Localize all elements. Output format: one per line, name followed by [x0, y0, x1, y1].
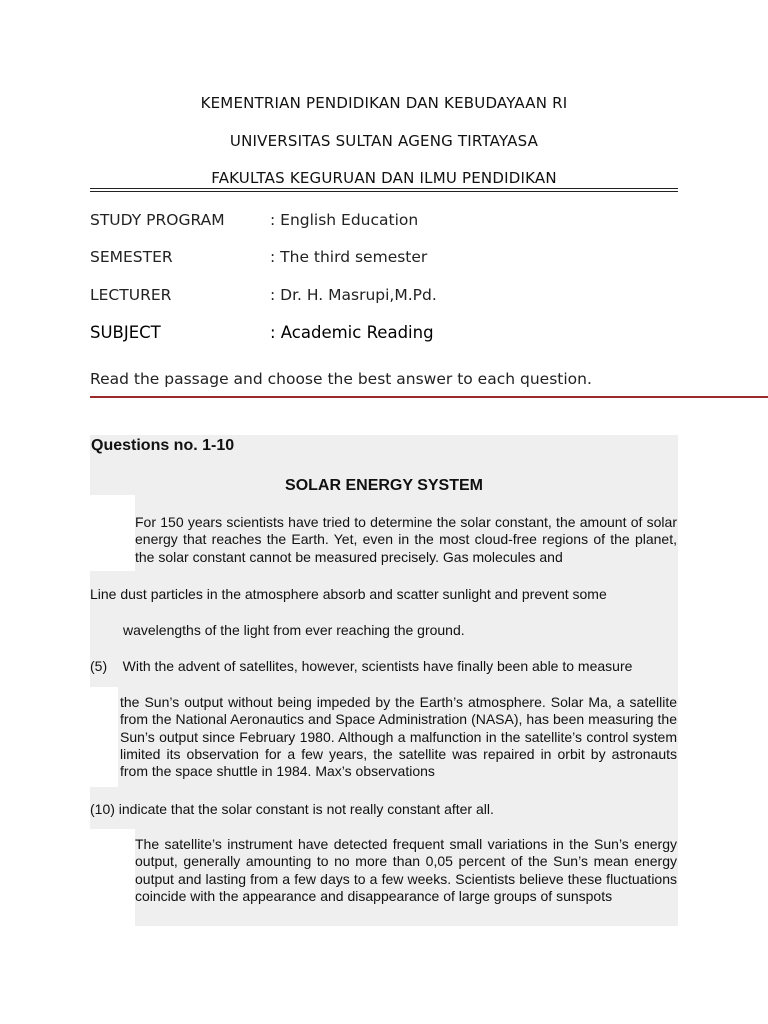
lecturer-value: : Dr. H. Masrupi,M.Pd. — [270, 286, 437, 304]
passage-line-a: Line dust particles in the atmosphere absorb and scatter sunlight and prevent some — [90, 586, 607, 602]
semester-label: SEMESTER — [90, 248, 173, 266]
faculty-title: FAKULTAS KEGURUAN DAN ILMU PENDIDIKAN — [211, 169, 557, 187]
subject-label: SUBJECT — [90, 323, 161, 342]
ministry-title: KEMENTRIAN PENDIDIKAN DAN KEBUDAYAAN RI — [200, 94, 568, 112]
university-title: UNIVERSITAS SULTAN AGENG TIRTAYASA — [229, 132, 539, 150]
header-rule-top — [90, 188, 678, 189]
instruction-rule — [90, 396, 768, 398]
passage-title: SOLAR ENERGY SYSTEM — [285, 477, 483, 494]
passage-line-b: wavelengths of the light from ever reaching the ground. — [123, 622, 465, 638]
study-program-value: : English Education — [270, 211, 419, 229]
subject-value: : Academic Reading — [270, 323, 434, 342]
semester-value: : The third semester — [270, 248, 428, 266]
passage-paragraph-1: For 150 years scientists have tried to determine the solar constant, the amount of solar energy that reaches the Earth. Yet, even in the most cloud-free regions of the planet, the solar constant cannot be measured precisely. Gas molecules and — [135, 514, 677, 565]
passage-paragraph-2: the Sun’s output without being impeded by the Earth’s atmosphere. Solar Ma, a satellite from the National Aeronautics and Space Administration (NASA), has been measuring the Sun’s output since February 1980. Although a malfunction in the satellite’s control system limited its observation for a few years, the satellite was repaired in orbit by astronauts from the space shuttle in 1984. Max’s observations — [120, 694, 677, 780]
study-program-label: STUDY PROGRAM — [90, 211, 225, 229]
instruction-text: Read the passage and choose the best answer to each question. — [90, 370, 592, 388]
passage-paragraph-3: The satellite’s instrument have detected frequent small variations in the Sun’s energy output, generally amounting to no more than 0,05 percent of the Sun’s mean energy output and lasting from a few days to a few weeks. Scientists believe these fluctuations coincide with the appearance and disappearance of large groups of sunspots — [135, 836, 677, 904]
questions-heading: Questions no. 1-10 — [91, 437, 235, 454]
passage-line-c: (5) With the advent of satellites, however, scientists have finally been able to measure — [90, 658, 633, 674]
header-rule-bottom — [90, 191, 678, 192]
passage-line-d: (10) indicate that the solar constant is not really constant after all. — [90, 801, 494, 817]
lecturer-label: LECTURER — [90, 286, 172, 304]
